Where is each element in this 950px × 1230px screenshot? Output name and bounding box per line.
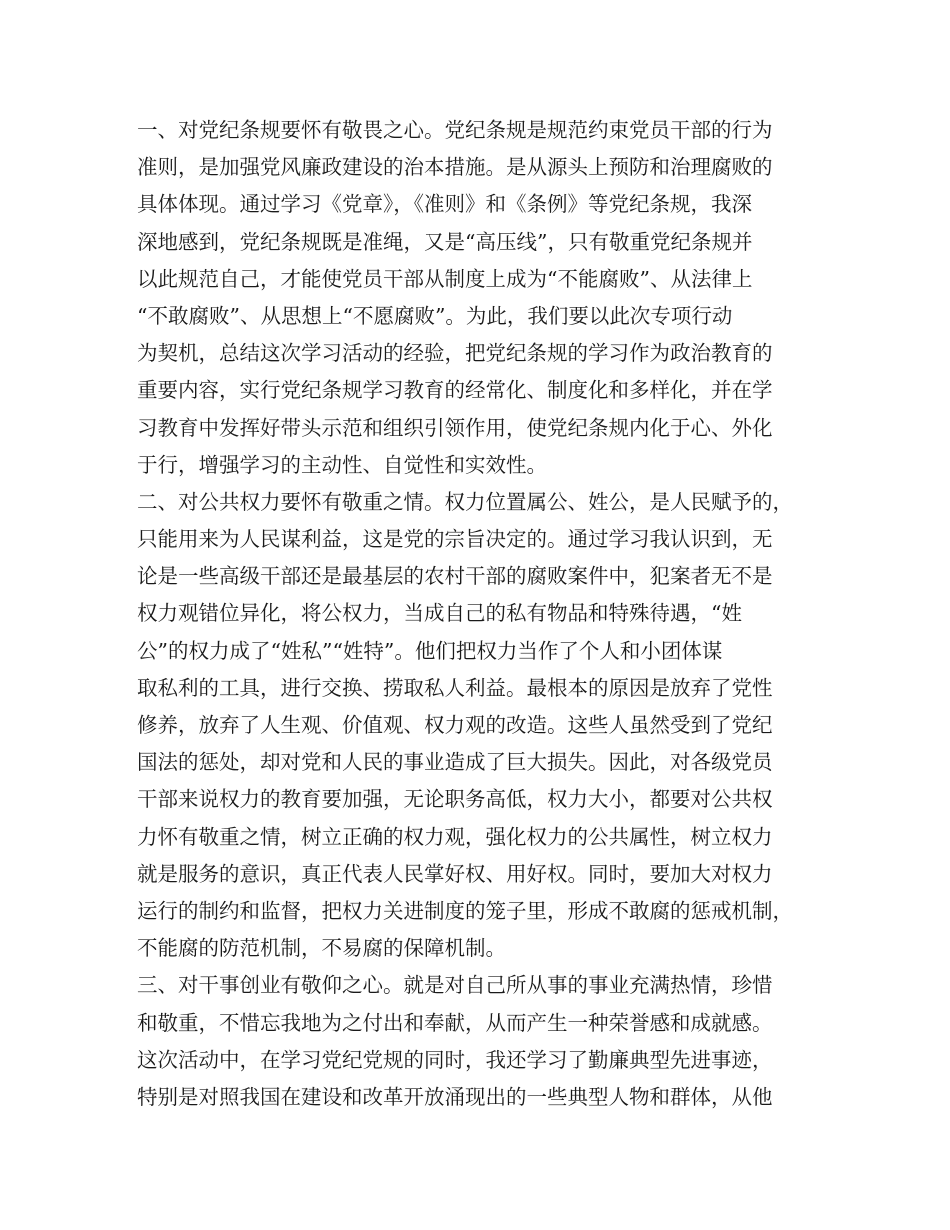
- text-line: 三、对干事创业有敬仰之心。就是对自己所从事的事业充满热情，珍惜: [137, 973, 773, 998]
- text-line: 公”的权力成了“姓私”“姓特”。他们把权力当作了个人和小团体谋: [137, 638, 723, 663]
- text-line: 于行，增强学习的主动性、自觉性和实效性。: [137, 452, 547, 477]
- text-line: 以此规范自己，才能使党员干部从制度上成为“不能腐败”、从法律上: [137, 266, 753, 291]
- text-line: 深地感到，党纪条规既是准绳，又是“高压线”，只有敬重党纪条规并: [137, 229, 753, 254]
- text-line: 习教育中发挥好带头示范和组织引领作用，使党纪条规内化于心、外化: [137, 415, 773, 440]
- text-line: 二、对公共权力要怀有敬重之情。权力位置属公、姓公，是人民赋予的，: [137, 489, 793, 514]
- text-line: 特别是对照我国在建设和改革开放涌现出的一些典型人物和群体，从他: [137, 1084, 773, 1109]
- text-line: 一、对党纪条规要怀有敬畏之心。党纪条规是规范约束党员干部的行为: [137, 118, 773, 142]
- text-line: “不敢腐败”、从思想上“不愿腐败”。为此，我们要以此次专项行动: [137, 303, 733, 328]
- text-line: 取私利的工具，进行交换、捞取私人利益。最根本的原因是放弃了党性: [137, 675, 773, 700]
- text-line: 修养，放弃了人生观、价值观、权力观的改造。这些人虽然受到了党纪: [137, 713, 773, 737]
- text-line: 这次活动中，在学习党纪党规的同时，我还学习了勤廉典型先进事迹，: [137, 1047, 773, 1072]
- text-line: 为契机，总结这次学习活动的经验，把党纪条规的学习作为政治教育的: [137, 341, 773, 366]
- text-line: 国法的惩处，却对党和人民的事业造成了巨大损失。因此，对各级党员: [137, 750, 773, 775]
- text-line: 和敬重，不惜忘我地为之付出和奉献，从而产生一种荣誉感和成就感。: [137, 1010, 773, 1035]
- text-line: 只能用来为人民谋利益，这是党的宗旨决定的。通过学习我认识到，无: [137, 527, 773, 552]
- text-line: 不能腐的防范机制，不易腐的保障机制。: [137, 936, 506, 961]
- text-line: 重要内容，实行党纪条规学习教育的经常化、制度化和多样化，并在学: [137, 378, 773, 403]
- document-body: [137, 112, 827, 1116]
- text-line: 准则，是加强党风廉政建设的治本措施。是从源头上预防和治理腐败的: [137, 155, 773, 180]
- text-line: 具体体现。通过学习《党章》，《准则》和《条例》等党纪条规，我深: [137, 192, 752, 217]
- text-line: 权力观错位异化，将公权力，当成自己的私有物品和特殊待遇，“姓: [137, 601, 742, 626]
- text-line: 干部来说权力的教育要加强，无论职务高低，权力大小，都要对公共权: [137, 787, 773, 812]
- text-line: 运行的制约和监督，把权力关进制度的笼子里，形成不敢腐的惩戒机制，: [137, 898, 793, 923]
- text-line: 论是一些高级干部还是最基层的农村干部的腐败案件中，犯案者无不是: [137, 564, 773, 589]
- text-line: 力怀有敬重之情，树立正确的权力观，强化权力的公共属性，树立权力: [137, 824, 773, 849]
- text-line: 就是服务的意识，真正代表人民掌好权、用好权。同时，要加大对权力: [137, 861, 773, 886]
